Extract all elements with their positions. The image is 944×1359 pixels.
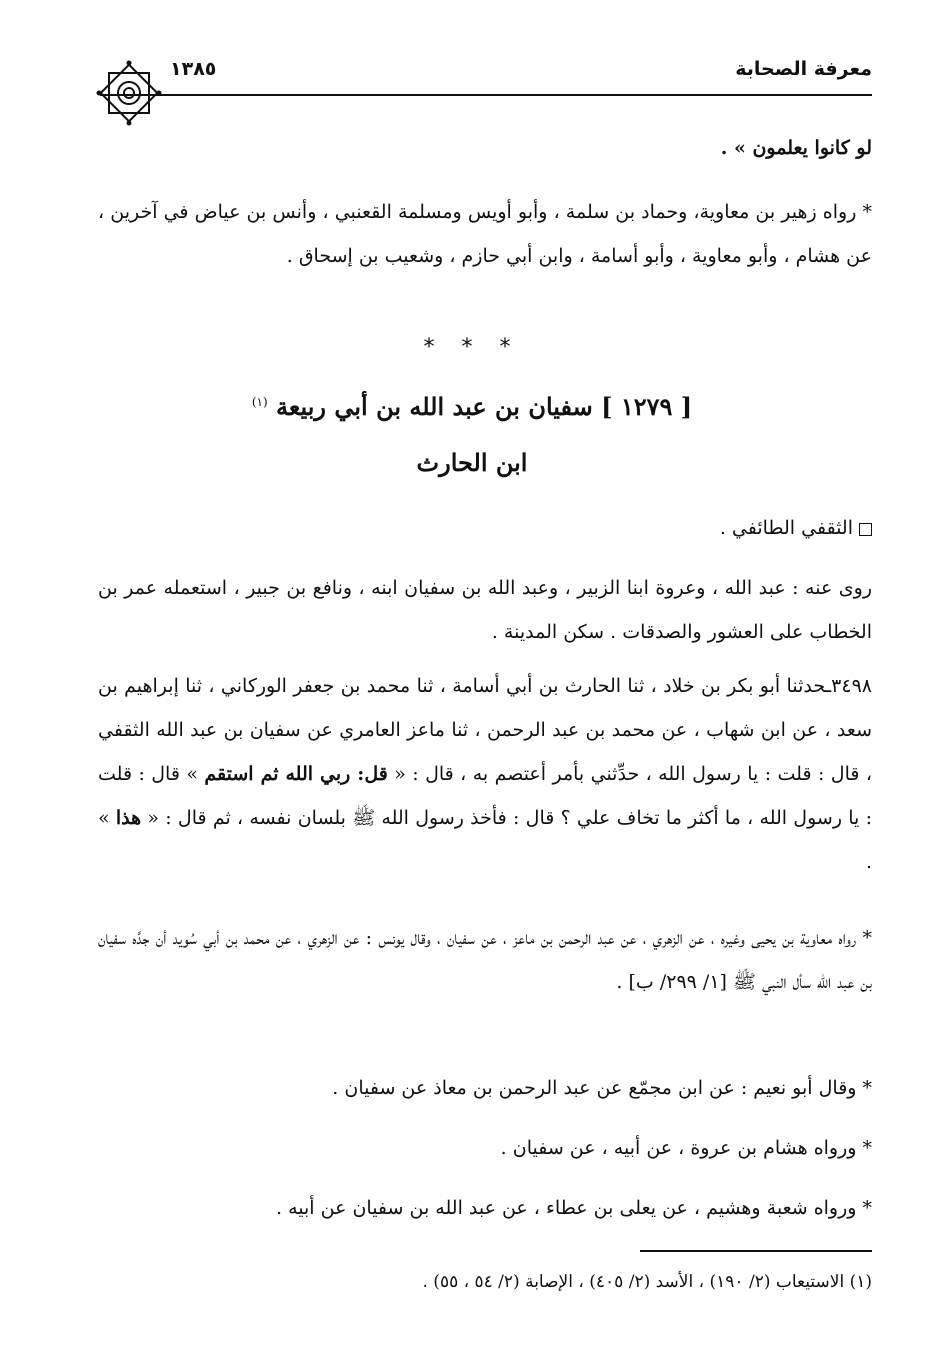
hadith-text-middle: » قال : قلت : يا رسول الله ، ما أكثر ما تخاف علي ؟ قال : فأخذ رسول الله ﷺ بلسان نفسه ، ثم قال : « <box>98 763 872 829</box>
hadith-number: ٣٤٩٨ <box>831 675 872 697</box>
hadith-text-before: ـحدثنا أبو بكر بن خلاد ، ثنا الحارث بن أبي أسامة ، ثنا محمد بن جعفر الوركاني ، ثنا إبراهيم بن سعد ، عن ابن شهاب ، عن محمد بن عبد الرحمن ، ثنا ماعز العامري عن سفيان بن عبد الله الثقفي ، قال : قلت : يا رسول الله ، حدِّثني بأمر أعتصم به ، قال : « <box>98 675 872 785</box>
header-rule <box>100 94 872 96</box>
nisba-text: الثقفي الطائفي . <box>719 517 853 539</box>
hadith-quote-2: هذا <box>115 807 142 829</box>
riwaya-paragraph-5: * ورواه شعبة وهشيم ، عن يعلى بن عطاء ، عن عبد الله بن سفيان عن أبيه . <box>276 1197 872 1219</box>
entry-name: سفيان بن عبد الله بن أبي ربيعة <box>276 392 593 421</box>
rawa-paragraph: روى عنه : عبد الله ، وعروة ابنا الزبير ، وعبد الله بن سفيان ابنه ، ونافع بن جبير ، استعمله عمر بن الخطاب على العشور والصدقات . سكن المدينة . <box>98 577 873 643</box>
riwaya-paragraph-1: * رواه زهير بن معاوية، وحماد بن سلمة ، وأبو أويس ومسلمة القعنبي ، وأنس بن عياض في آخرين ، عن هشام ، وأبو معاوية ، وأبو أسامة ، وابن أبي حازم ، وشعيب بن إسحاق . <box>98 201 872 267</box>
entry-number: [ ١٢٧٩ ] <box>601 392 693 421</box>
riwaya-paragraph-3: * وقال أبو نعيم : عن ابن مجمّع عن عبد الرحمن بن معاذ عن سفيان . <box>332 1077 872 1099</box>
ornament-icon <box>94 58 164 128</box>
footnote-mark: (١) <box>251 395 268 409</box>
riwaya-paragraph-2: * رواه معاوية بن يحيى وغيره ، عن الزهري ، عن عبد الرحمن بن ماعز ، عن سفيان ، وقال يونس : عن الزهري ، عن محمد بن أبي سُويد أن جدَّه سفيان بن عبد الله سأل النبي ﷺ [١/ ٢٩٩/ ب] . <box>98 927 872 993</box>
hadith-text-after: » . <box>98 807 872 873</box>
entry-title <box>0 392 944 421</box>
footnote-rule <box>640 1250 872 1252</box>
hadith-paragraph <box>98 664 872 884</box>
section-separator: * * * <box>423 335 521 360</box>
page-number: ١٣٨٥ <box>170 58 217 80</box>
square-bullet-icon <box>859 523 872 536</box>
entry-subtitle: ابن الحارث <box>416 448 528 477</box>
intro-end-line: لو كانوا يعلمون » . <box>720 137 872 159</box>
hadith-quote-1: قل: ربي الله ثم استقم <box>204 763 388 785</box>
running-header-title: معرفة الصحابة <box>735 58 872 80</box>
nisba-line <box>98 506 872 550</box>
riwaya-paragraph-4: * ورواه هشام بن عروة ، عن أبيه ، عن سفيان . <box>500 1137 872 1159</box>
footnote: (١) الاستيعاب (٢/ ١٩٠) ، الأسد (٢/ ٤٠٥) ، الإصابة (٢/ ٥٤ ، ٥٥) . <box>422 1272 872 1292</box>
